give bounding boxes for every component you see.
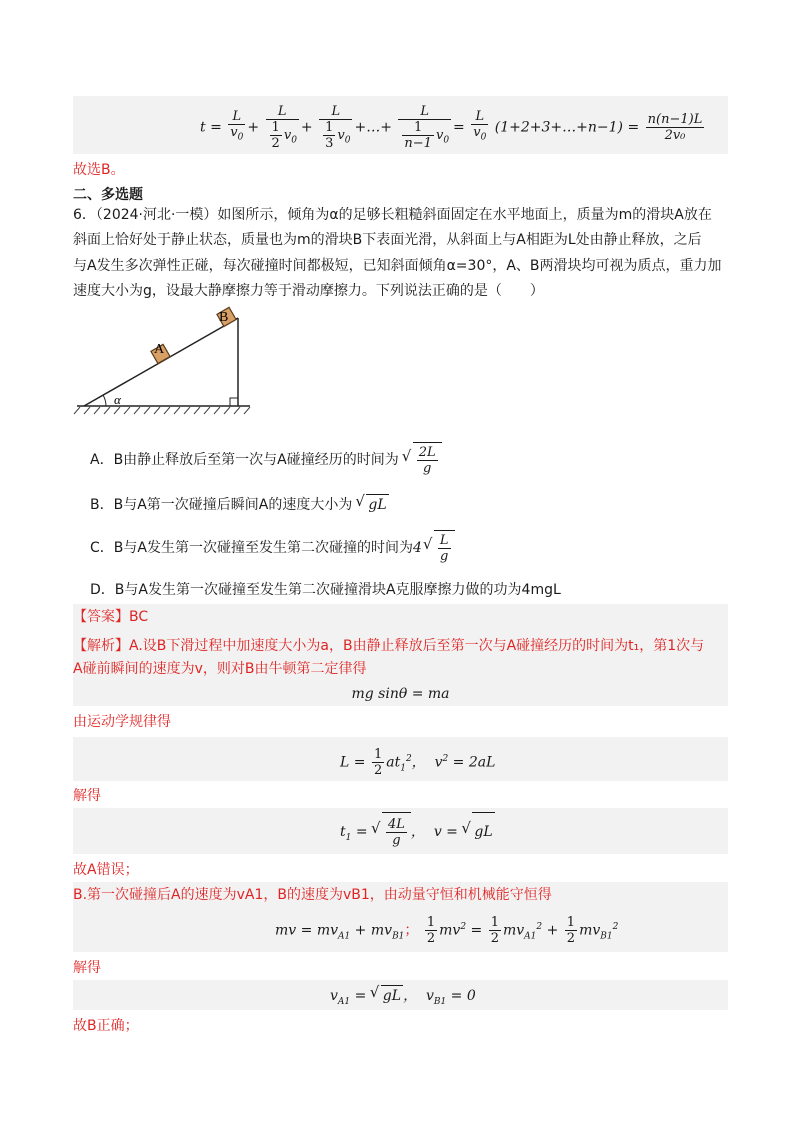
b-analysis-line: B.第一次碰撞后A的速度为vA1，B的速度为vB1，由动量守恒和机械能守恒得 [73,887,552,903]
top-formula: t = $\frac{L}{v_0}$ + L $\frac{1}{2}$ $v_0$ + L $\frac{1}{3}$ $v_0$ +…+ L $\frac{1}{n-1}$ $v_0$ = $\frac{L}{v_0}$ (1+2+3+…+n−1) = $\frac{n(n-1)L}{\text{2v₀}}$ [200,104,703,151]
answer-text: 【答案】BC [73,609,149,625]
equation-kinematics: L = $\frac{1}{2}$ $at_1^2$， $v^2 = 2aL$ [340,747,496,779]
equation-velocities: $v_{A1}$ = √ gL ， $v_{B1} = 0$ [330,985,476,1012]
incline-figure [72,305,252,415]
solve-text-2: 解得 [73,960,101,976]
option-a[interactable]: A．B由静止释放后至第一次与A碰撞经历的时间为 √ $\frac{2L}{g}$ [90,442,442,477]
formula-result-den: 2v₀ [664,128,686,143]
answer-box [73,604,728,632]
question-line-2: 斜面上恰好处于静止状态，质量也为m的滑块B下表面光滑，从斜面上与A相距为L处由静止释放，之后 [73,232,702,248]
label-a: A [154,342,165,357]
option-c-text: C．B与A发生第一次碰撞至发生第二次碰撞的时间为 [90,540,413,556]
option-c[interactable]: C．B与A发生第一次碰撞至发生第二次碰撞的时间为4 √ $\frac{L}{g}$ [90,530,455,565]
equation-t1-v: $t_1$ = √ $\frac{4L}{g}$ ， v = √ gL [340,812,495,857]
label-alpha: α [114,392,121,407]
solve-text-1: 解得 [73,788,101,804]
question-line-1: 6．（2024·河北·一模）如图所示，倾角为α的足够长粗糙斜面固定在水平地面上，质量为m的滑块A放在 [73,207,712,223]
analysis-line-1: 【解析】A.设B下滑过程中加速度大小为a，B由静止释放后至第一次与A碰撞经历的时间为t₁，第1次与 [73,638,705,654]
a-wrong-text: 故A错误； [73,862,139,878]
question-line-3: 与A发生多次弹性正碰，每次碰撞时间都极短，已知斜面倾角α=30°，A、B两滑块均可视为质点，重力加 [73,258,722,274]
formula-result-num: n(n−1)L [647,112,703,127]
equation-momentum-energy: mv = $mv_{A1} + mv_{B1}$； $\frac{1}{2}$ $mv^2$ = $\frac{1}{2}$ $mv_{A1}^2$ + $\frac{1}{2}$ $mv_{B1}^2$ [275,915,619,947]
formula-tail: (1+2+3+…+n−1) = [494,119,640,136]
equation-newton: mg sinθ = ma [351,686,450,702]
choose-b-text: 故选B。 [73,162,125,178]
option-a-text: A．B由静止释放后至第一次与A碰撞经历的时间为 [90,452,399,468]
option-b-text: B．B与A第一次碰撞后瞬间A的速度大小为 [90,497,353,513]
formula-lhs: t = [200,119,222,136]
section-title: 二、多选题 [73,187,143,203]
kinematics-text: 由运动学规律得 [73,714,171,730]
question-line-4: 速度大小为g，设最大静摩擦力等于滑动摩擦力。下列说法正确的是（ ） [73,283,544,299]
option-d[interactable]: D．B与A发生第一次碰撞至发生第二次碰撞滑块A克服摩擦力做的功为4mgL [90,582,561,598]
option-b[interactable]: B．B与A第一次碰撞后瞬间A的速度大小为√ gL [90,494,389,515]
analysis-line-2: A碰前瞬间的速度为v，则对B由牛顿第二定律得 [73,661,367,677]
b-right-text: 故B正确； [73,1018,139,1034]
label-b: B [219,310,229,325]
